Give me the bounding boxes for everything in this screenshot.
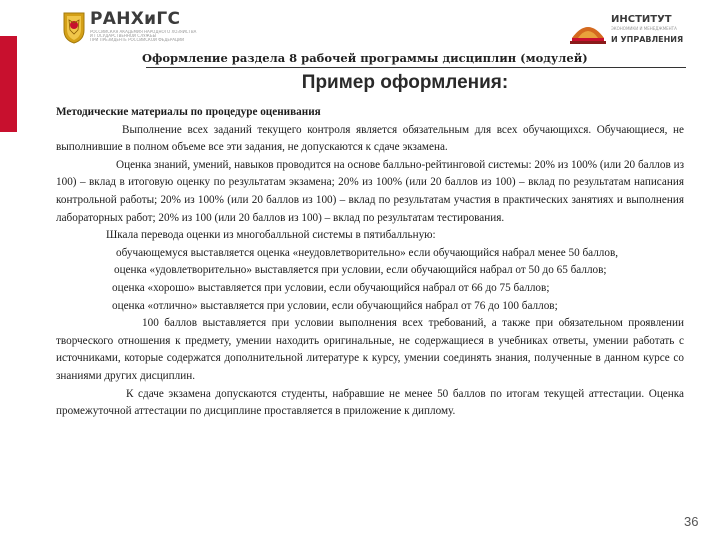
slide-title: Оформление раздела 8 рабочей программы дисциплин (модулей) xyxy=(142,51,588,65)
dome-building-icon xyxy=(568,12,608,46)
brand-fine-line: И ГОСУДАРСТВЕННОЙ СЛУЖБЫ xyxy=(90,34,157,39)
body-paragraph: Оценка знаний, умений, навыков проводится на основе балльно-рейтинговой системы: 20% из 100% (или 20 баллов из 100) – вклад в итоговую оценку по результатам экзамена; 20% из 100% (или 20 баллов из 100) – вклад по результатам написания контрольной работы; 20% из 100% (или 20 баллов из 100) – вклад по результатам участия в практических занятиях и выполнения лабораторных работ; 20% из 100 (или 20 баллов из 100) – вклад по результатам тестирования. xyxy=(56,158,684,224)
body-paragraph: оценка «хорошо» выставляется при условии, если обучающийся набрал от 66 до 75 баллов; xyxy=(112,281,550,294)
body-paragraph: 100 баллов выставляется при условии выполнения всех требований, а также при обязательном проявлении творческого отношения к предмету, умении находить оригинальные, не содержащиеся в учебниках ответы, умении работать с источниками, которые содержатся дополнительной литературе к курсу, умении соединять знания, полученные в данном курсе со знаниями других дисциплин. xyxy=(56,317,684,382)
brand-name: РАНХиГС xyxy=(90,9,181,29)
institute-logo xyxy=(568,12,688,48)
page-number: 36 xyxy=(684,514,699,529)
ranepa-logo xyxy=(62,8,212,52)
institute-line-2: ЭКОНОМИКИ И МЕНЕДЖМЕНТА xyxy=(611,26,677,31)
title-divider xyxy=(146,67,686,68)
eagle-shield-icon xyxy=(62,10,86,44)
body-paragraph: обучающемуся выставляется оценка «неудовлетворительно» если обучающийся набрал менее 50 баллов, xyxy=(116,246,619,259)
institute-line-3: И УПРАВЛЕНИЯ xyxy=(611,35,684,44)
section-heading: Пример оформления: xyxy=(301,72,509,93)
body-subheading: Методические материалы по процедуре оценивания xyxy=(56,106,321,118)
brand-fine-line: РОССИЙСКАЯ АКАДЕМИЯ НАРОДНОГО ХОЗЯЙСТВА xyxy=(90,30,197,34)
brand-fine-line: ПРИ ПРЕЗИДЕНТЕ РОССИЙСКОЙ ФЕДЕРАЦИИ xyxy=(90,38,185,43)
body-paragraph: Выполнение всех заданий текущего контроля является обязательным для всех обучающихся. Обучающиеся, не выполнившие в полном объеме все эти задания, не допускаются к сдаче экзамена. xyxy=(56,123,684,154)
institute-line-1: ИНСТИТУТ xyxy=(611,14,672,25)
brand-fine-text xyxy=(90,30,208,43)
body-paragraph: оценка «отлично» выставляется при условии, если обучающийся набрал от 76 до 100 баллов; xyxy=(112,299,558,312)
body-paragraph: Шкала перевода оценки из многобалльной системы в пятибалльную: xyxy=(106,229,436,242)
body-paragraph: оценка «удовлетворительно» выставляется при условии, если обучающийся набрал от 50 до 65 баллов; xyxy=(114,264,607,277)
body-paragraph: К сдаче экзамена допускаются студенты, набравшие не менее 50 баллов по итогам текущей аттестации. Оценка промежуточной аттестации по дисциплине проставляется в приложение к диплому. xyxy=(56,387,684,418)
document-body xyxy=(56,104,684,421)
